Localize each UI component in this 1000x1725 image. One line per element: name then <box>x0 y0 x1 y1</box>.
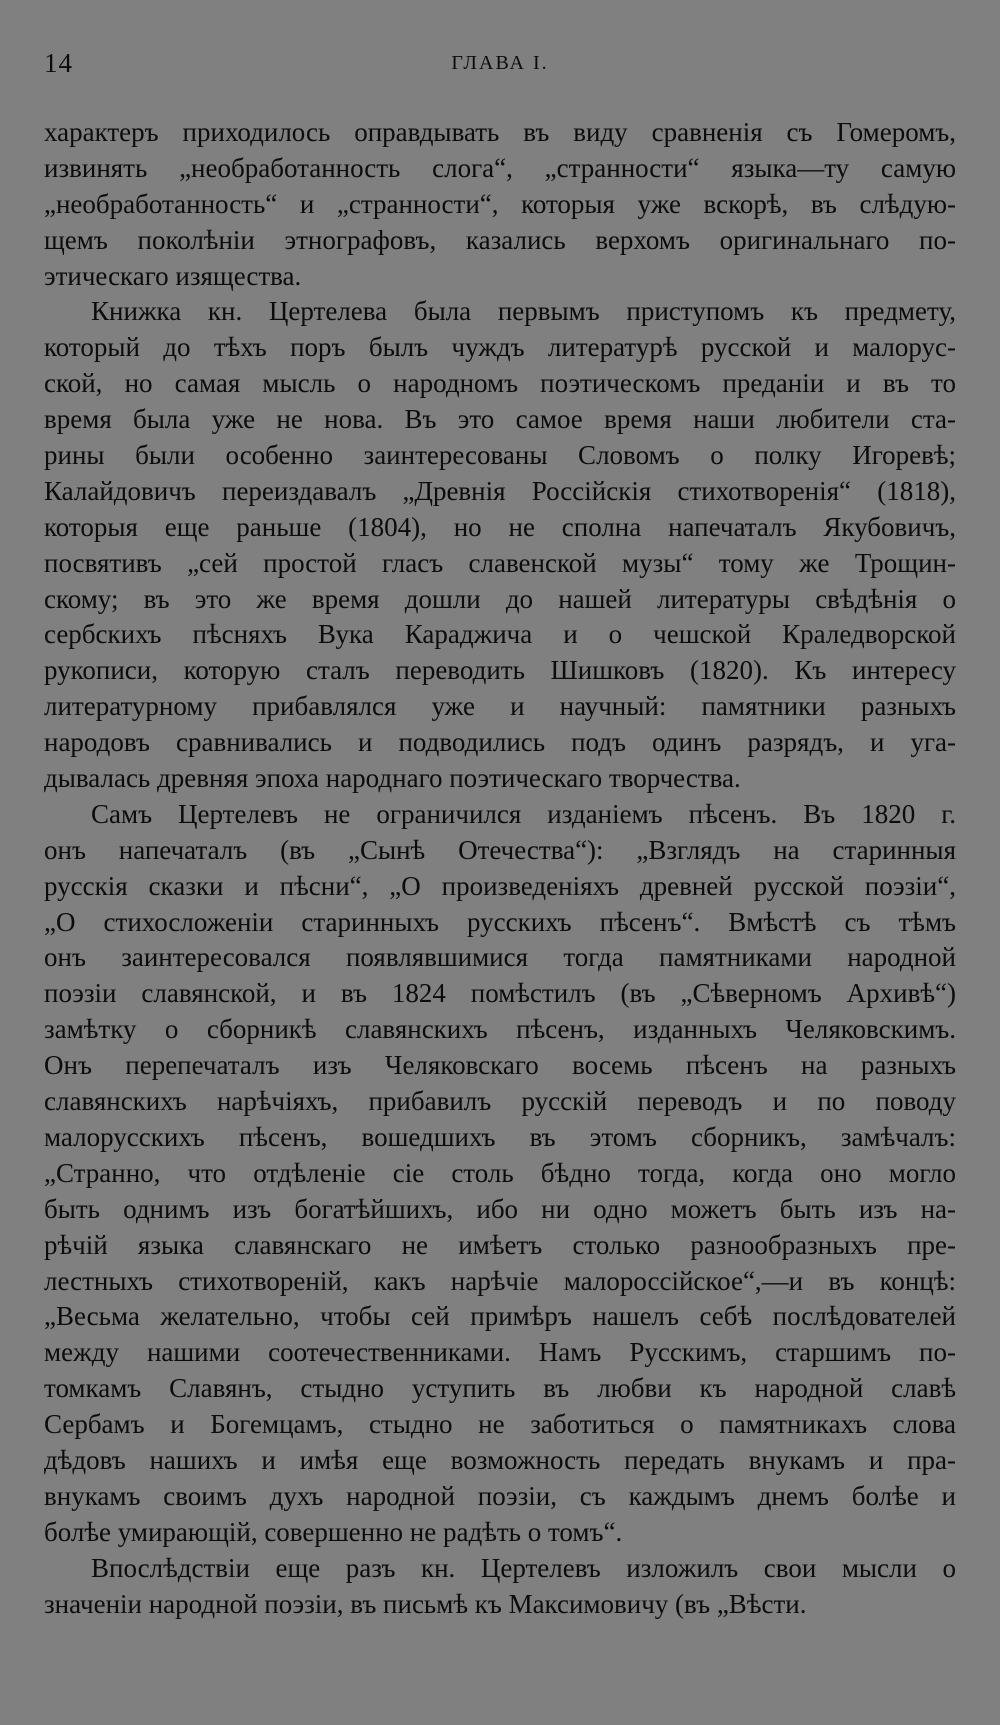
page-number: 14 <box>44 48 73 78</box>
text-line: Сербамъ и Богемцамъ, стыдно не заботиться о памятникахъ слова <box>44 1409 956 1440</box>
text-line: значеніи народной поэзіи, въ письмѣ къ Максимовичу (въ „Вѣсти. <box>44 1588 807 1619</box>
body-text <box>44 115 956 1622</box>
text-line: „Странно, что отдѣленіе сіе столь бѣдно тогда, когда оно могло <box>44 1157 956 1188</box>
text-line: извинять „необработанность слога“, „странности“ языка—ту самую <box>44 152 956 183</box>
text-line: щемъ поколѣніи этнографовъ, казались верхомъ оригинальнаго по- <box>44 224 956 255</box>
text-line: рѣчій языка славянскаго не имѣетъ столько разнообразныхъ пре- <box>44 1229 956 1260</box>
text-line: малорусскихъ пѣсенъ, вошедшихъ въ этомъ сборникъ, замѣчалъ: <box>44 1121 956 1152</box>
text-line: Калайдовичъ переиздавалъ „Древнія Россійскія стихотворенія“ (1818), <box>44 475 956 506</box>
text-line: ской, но самая мысль о народномъ поэтическомъ преданіи и въ то <box>44 368 956 399</box>
paragraph <box>44 1551 956 1623</box>
paragraph <box>44 294 956 796</box>
text-line: рукописи, которую сталъ переводить Шишковъ (1820). Къ интересу <box>44 655 956 686</box>
paragraph <box>44 797 956 1551</box>
text-line: Книжка кн. Цертелева была первымъ приступомъ къ предмету, <box>91 296 956 327</box>
text-line: быть однимъ изъ богатѣйшихъ, ибо ни одно можетъ быть изъ на- <box>44 1193 956 1224</box>
text-line: томкамъ Славянъ, стыдно уступить въ любви къ народной славѣ <box>44 1373 956 1404</box>
text-line: „О стихосложеніи старинныхъ русскихъ пѣсенъ“. Вмѣстѣ съ тѣмъ <box>44 906 956 937</box>
page-header <box>44 48 956 88</box>
text-line: „необработанность“ и „странности“, которыя уже вскорѣ, въ слѣдую- <box>44 188 956 219</box>
text-line: народовъ сравнивались и подводились подъ одинъ разрядъ, и уга- <box>44 727 956 758</box>
text-line: время была уже не нова. Въ это самое время наши любители ста- <box>44 404 956 435</box>
text-line: характеръ приходилось оправдывать въ виду сравненія съ Гомеромъ, <box>44 117 956 147</box>
text-line: Самъ Цертелевъ не ограничился изданіемъ пѣсенъ. Въ 1820 г. <box>91 798 956 829</box>
text-line: лестныхъ стихотвореній, какъ нарѣчіе малороссійское“,—и въ концѣ: <box>44 1265 956 1296</box>
text-line: которыя еще раньше (1804), но не сполна напечаталъ Якубовичъ, <box>44 511 956 542</box>
text-line: Впослѣдствіи еще разъ кн. Цертелевъ изложилъ свои мысли о <box>91 1552 956 1583</box>
text-line: дывалась древняя эпоха народнаго поэтическаго творчества. <box>44 763 741 794</box>
text-line: онъ заинтересовался появлявшимися тогда памятниками народной <box>44 942 956 973</box>
text-line: онъ напечаталъ (въ „Сынѣ Отечества“): „Взглядъ на старинныя <box>44 834 956 865</box>
text-line: сербскихъ пѣсняхъ Вука Караджича и о чешской Краледворской <box>44 619 956 650</box>
text-line: „Весьма желательно, чтобы сей примѣръ нашелъ себѣ послѣдователей <box>44 1301 956 1332</box>
text-line: скому; въ это же время дошли до нашей литературы свѣдѣнія о <box>44 583 956 614</box>
text-line: русскія сказки и пѣсни“, „О произведеніяхъ древней русской поэзіи“, <box>44 870 956 901</box>
text-line: между нашими соотечественниками. Намъ Русскимъ, старшимъ по- <box>44 1337 956 1368</box>
text-line: рины были особенно заинтересованы Словомъ о полку Игоревѣ; <box>44 440 956 471</box>
text-line: дѣдовъ нашихъ и имѣя еще возможность передать внукамъ и пра- <box>44 1444 956 1475</box>
text-line: Онъ перепечаталъ изъ Челяковскаго восемь пѣсенъ на разныхъ <box>44 1050 956 1081</box>
paragraph <box>44 115 956 294</box>
text-line: посвятивъ „сей простой гласъ славенской музы“ тому же Трощин- <box>44 547 956 578</box>
text-line: замѣтку о сборникѣ славянскихъ пѣсенъ, изданныхъ Челяковскимъ. <box>44 1014 956 1045</box>
text-line: болѣе умирающій, совершенно не радѣть о томъ“. <box>44 1516 623 1547</box>
text-line: который до тѣхъ поръ былъ чуждъ литературѣ русской и малорус- <box>44 332 956 363</box>
text-line: внукамъ своимъ духъ народной поэзіи, съ каждымъ днемъ болѣе и <box>44 1480 956 1511</box>
text-line: этическаго изящества. <box>44 260 302 291</box>
text-line: славянскихъ нарѣчіяхъ, прибавилъ русскій переводъ и по поводу <box>44 1086 956 1117</box>
text-line: литературному прибавлялся уже и научный: памятники разныхъ <box>44 691 956 722</box>
running-head: ГЛАВА I. <box>451 52 549 74</box>
text-line: поэзіи славянской, и въ 1824 помѣстилъ (въ „Сѣверномъ Архивѣ“) <box>44 978 956 1009</box>
